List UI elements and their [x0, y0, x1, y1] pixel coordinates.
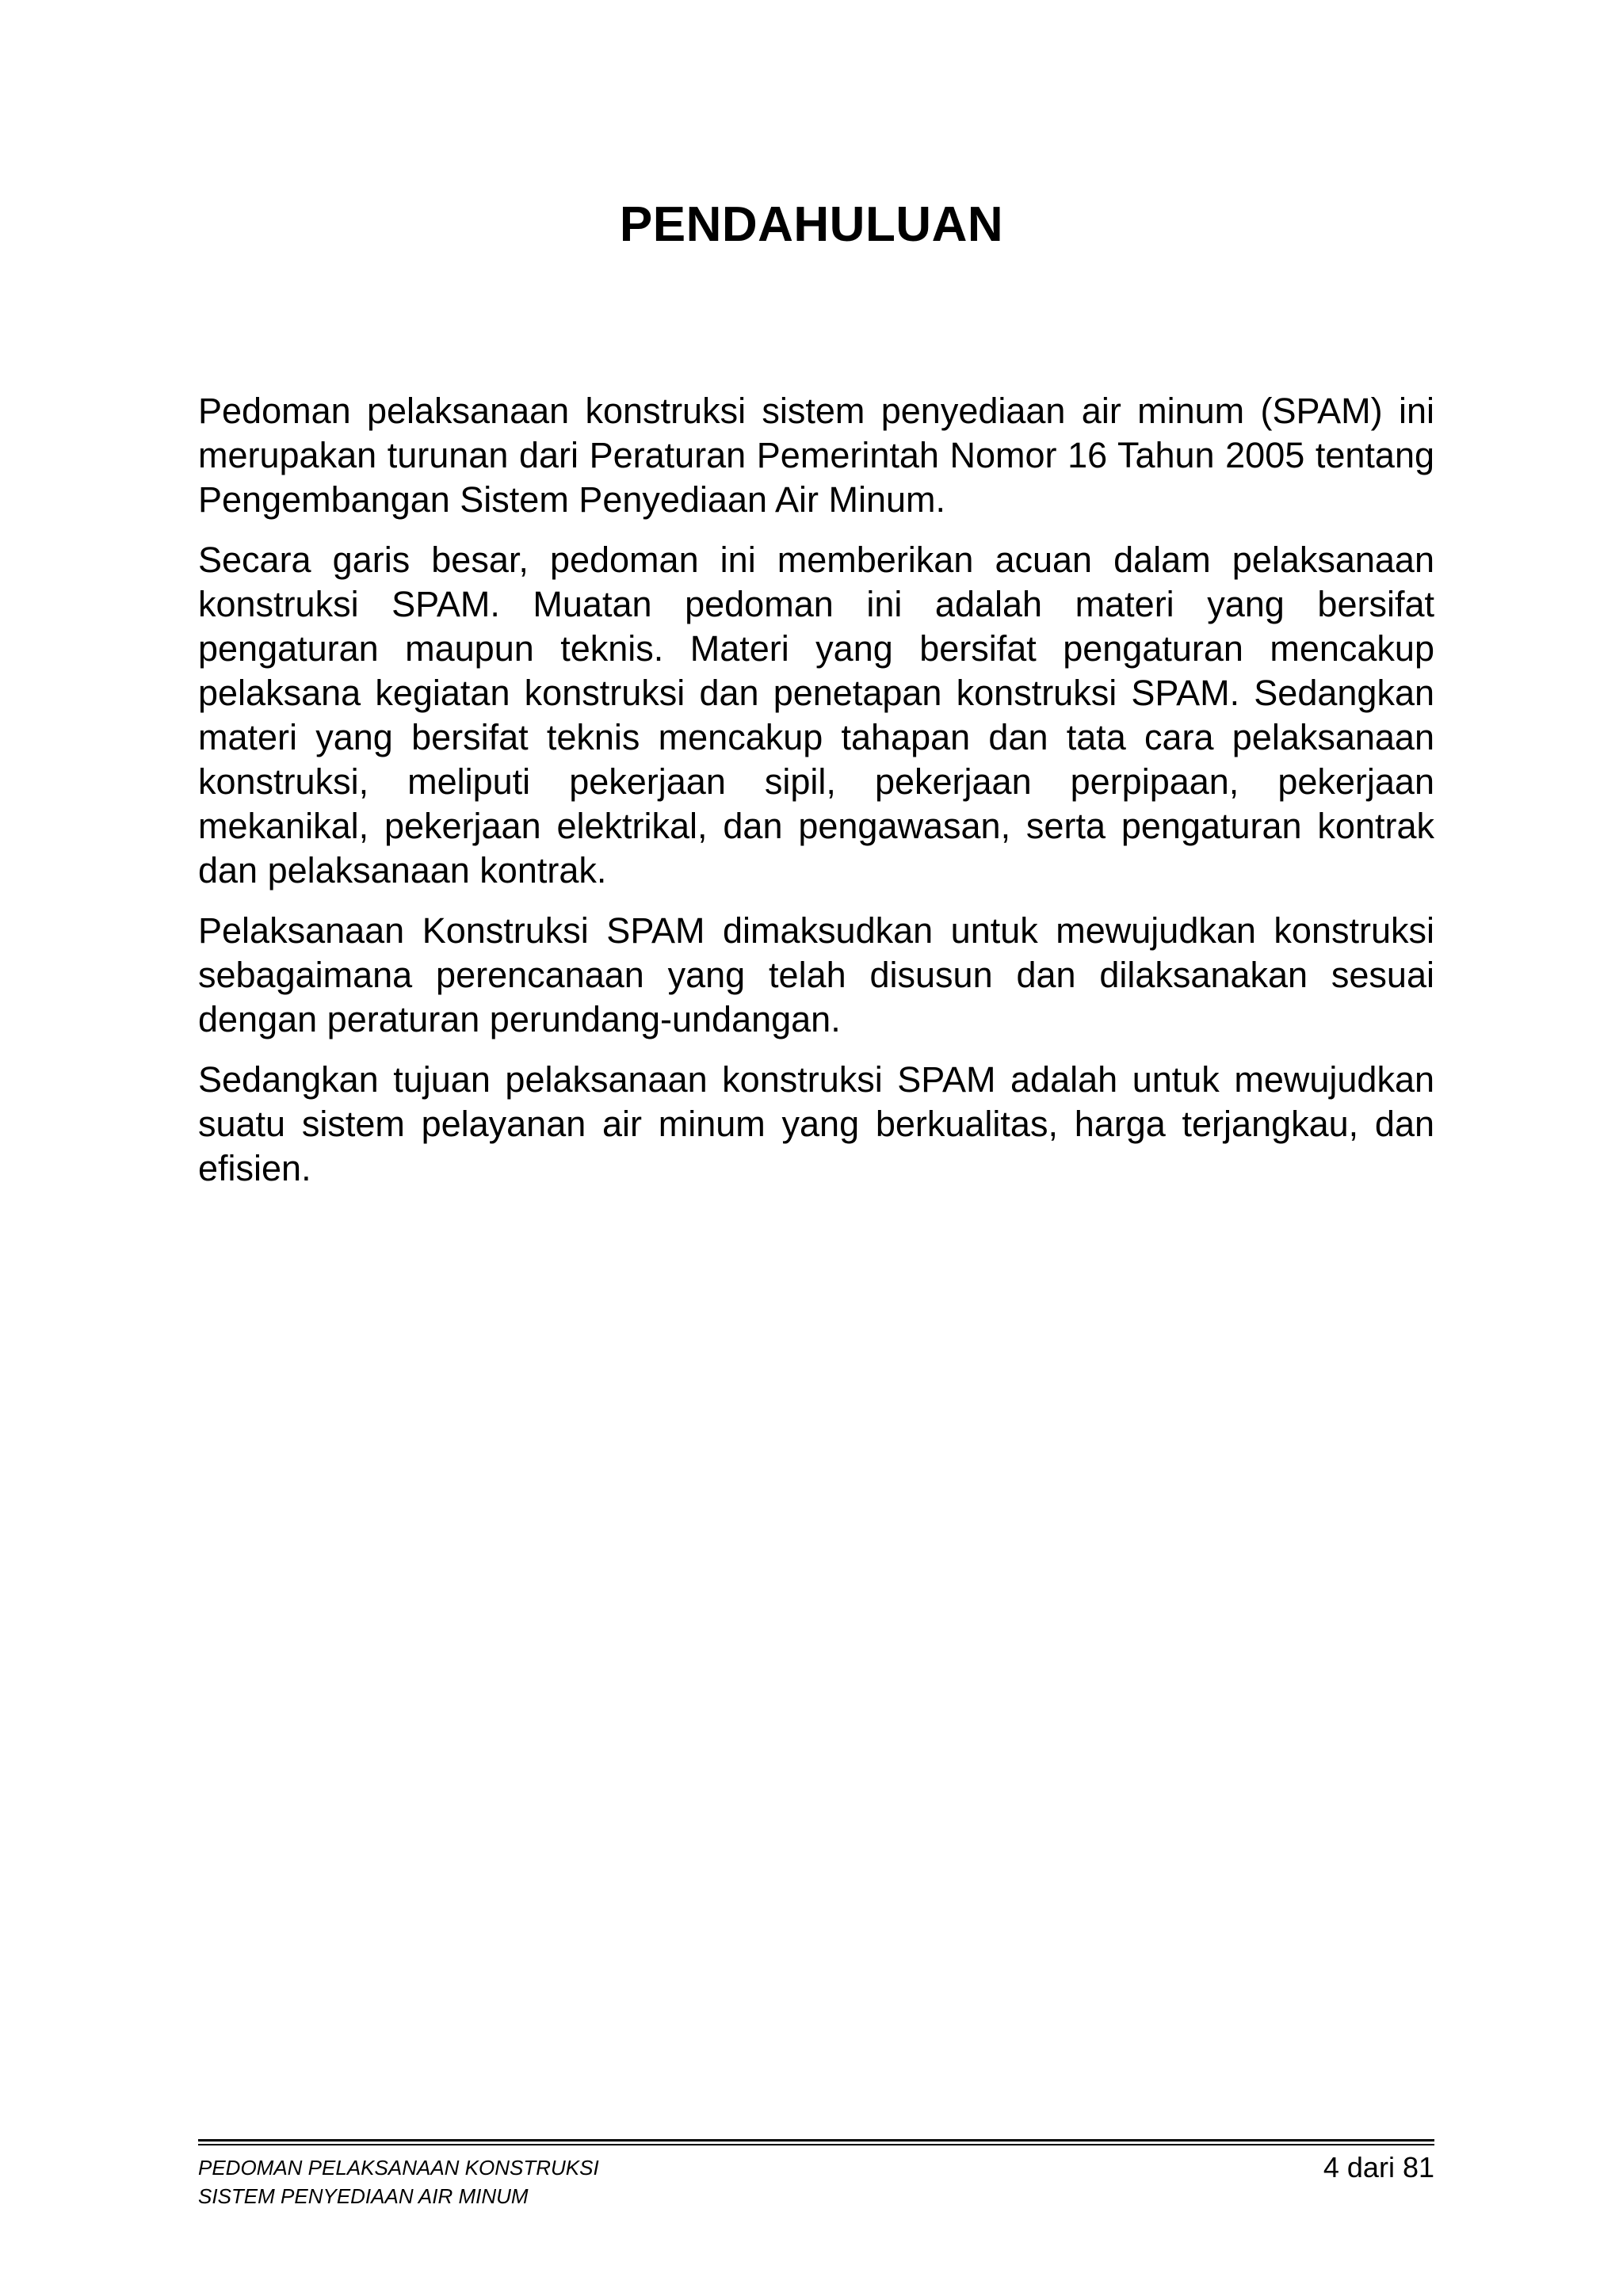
paragraph-3: Pelaksanaan Konstruksi SPAM dimaksudkan untuk mewujudkan konstruksi sebagaimana perencanaan yang telah disusun dan dilaksanakan sesuai dengan peraturan perundang-undangan.	[198, 910, 1434, 1039]
paragraph-4: Sedangkan tujuan pelaksanaan konstruksi SPAM adalah untuk mewujudkan suatu sistem pelayanan air minum yang berkualitas, harga terjangkau, dan efisien.	[198, 1059, 1434, 1188]
footer-document-title	[198, 2153, 1434, 2210]
footer-content	[198, 2153, 1434, 2210]
body-text	[198, 389, 1434, 1207]
paragraph-1: Pedoman pelaksanaan konstruksi sistem penyediaan air minum (SPAM) ini merupakan turunan dari Peraturan Pemerintah Nomor 16 Tahun 2005 tentang Pengembangan Sistem Penyediaan Air Minum.	[198, 391, 1434, 520]
footer-divider	[198, 2139, 1434, 2145]
paragraph-2: Secara garis besar, pedoman ini memberikan acuan dalam pelaksanaan konstruksi SPAM. Muatan pedoman ini adalah materi yang bersifat pengaturan maupun teknis. Materi yang bersifat pengaturan mencakup pelaksana kegiatan konstruksi dan penetapan konstruksi SPAM. Sedangkan materi yang bersifat teknis mencakup tahapan dan tata cara pelaksanaan konstruksi, meliputi pekerjaan sipil, pekerjaan perpipaan, pekerjaan mekanikal, pekerjaan elektrikal, dan pengawasan, serta pengaturan kontrak dan pelaksanaan kontrak.	[198, 540, 1434, 891]
page-number: 4 dari 81	[1323, 2151, 1434, 2183]
footer-title-line-2: SISTEM PENYEDIAAN AIR MINUM	[198, 2184, 529, 2208]
page-footer	[198, 2139, 1434, 2210]
footer-title-line-1: PEDOMAN PELAKSANAAN KONSTRUKSI	[198, 2156, 599, 2180]
page-title: PENDAHULUAN	[619, 197, 1004, 252]
